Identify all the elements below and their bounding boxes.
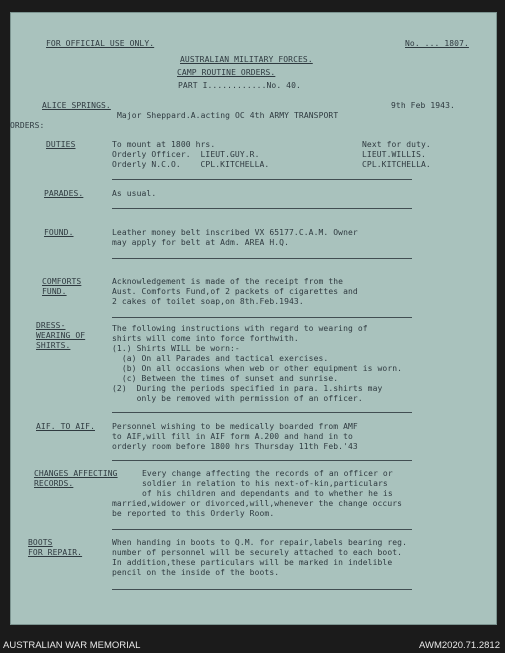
duty-line: Orderly N.C.O. CPL.KITCHELLA. <box>112 160 270 169</box>
document-page <box>10 12 497 625</box>
divider <box>112 589 412 590</box>
section-text: Personnel wishing to be medically boarded from AMF <box>112 422 358 431</box>
section-text: only be removed with permission of an officer. <box>112 394 363 403</box>
section-text: Leather money belt inscribed VX 65177.C.A.M. Owner <box>112 228 358 237</box>
section-text: be reported to this Orderly Room. <box>112 509 275 518</box>
duty-line: Orderly Officer. LIEUT.GUY.R. <box>112 150 260 159</box>
section-heading-duties: DUTIES <box>46 140 76 149</box>
divider <box>112 208 412 209</box>
section-heading-comforts: COMFORTS <box>42 277 82 286</box>
orders-label: ORDERS: <box>10 121 45 130</box>
section-text: number of personnel will be securely attached to each boot. <box>112 548 403 557</box>
section-text: As usual. <box>112 189 157 198</box>
section-heading-found: FOUND. <box>44 228 74 237</box>
section-text: 2 cakes of toilet soap,on 8th.Feb.1943. <box>112 297 304 306</box>
classification: FOR OFFICIAL USE ONLY. <box>46 39 155 48</box>
footer-accession: AWM2020.71.2812 <box>419 640 500 651</box>
section-heading-aif: AIF. TO AIF. <box>36 422 95 431</box>
org-name: AUSTRALIAN MILITARY FORCES. <box>180 55 313 64</box>
section-text: (a) On all Parades and tactical exercises. <box>112 354 329 363</box>
section-heading-comforts: FUND. <box>42 287 67 296</box>
divider <box>112 529 412 530</box>
next-duty-line: LIEUT.WILLIS. <box>362 150 426 159</box>
section-text: to AIF,will fill in AIF form A.200 and hand in to <box>112 432 353 441</box>
section-text: When handing in boots to Q.M. for repair,labels bearing reg. <box>112 538 407 547</box>
section-heading-records: CHANGES AFFECTING <box>34 469 118 478</box>
section-text: Every change affecting the records of an officer or <box>142 469 393 478</box>
divider <box>112 412 412 413</box>
section-text: soldier in relation to his next-of-kin,particulars <box>142 479 388 488</box>
section-text: married,widower or divorced,will,whenever the change occurs <box>112 499 403 508</box>
section-text: of his children and dependants and to whether he is <box>142 489 393 498</box>
section-text: The following instructions with regard to wearing of <box>112 324 368 333</box>
section-heading-boots: FOR REPAIR. <box>28 548 83 557</box>
section-heading-records: RECORDS. <box>34 479 74 488</box>
section-text: orderly room before 1800 hrs Thursday 11th Feb.'43 <box>112 442 358 451</box>
section-heading-dress: WEARING OF <box>36 331 86 340</box>
section-text: (1.) Shirts WILL be worn:- <box>112 344 240 353</box>
officer: Major Sheppard.A.acting OC 4th ARMY TRANSPORT <box>117 111 339 120</box>
divider <box>112 317 412 318</box>
section-text: shirts will come into force forthwith. <box>112 334 299 343</box>
part-number: PART I............No. 40. <box>178 81 301 90</box>
section-text: may apply for belt at Adm. AREA H.Q. <box>112 238 289 247</box>
section-text: In addition,these particulars will be marked in indelible <box>112 558 393 567</box>
section-heading-dress: DRESS- <box>36 321 66 330</box>
ref-number: No. ... 1807. <box>405 39 469 48</box>
divider <box>112 460 412 461</box>
place: ALICE SPRINGS. <box>42 101 111 110</box>
document-title: CAMP ROUTINE ORDERS. <box>177 68 276 77</box>
next-duty-line: Next for duty. <box>362 140 431 149</box>
section-text: Aust. Comforts Fund,of 2 packets of cigarettes and <box>112 287 358 296</box>
image-footer <box>0 636 505 653</box>
section-text: (b) On all occasions when web or other equipment is worn. <box>112 364 403 373</box>
section-text: Acknowledgement is made of the receipt from the <box>112 277 344 286</box>
section-heading-dress: SHIRTS. <box>36 341 71 350</box>
section-text: (c) Between the times of sunset and sunrise. <box>112 374 339 383</box>
section-text: (2) During the periods specified in para. 1.shirts may <box>112 384 383 393</box>
duty-line: To mount at 1800 hrs. <box>112 140 216 149</box>
section-heading-boots: BOOTS <box>28 538 53 547</box>
section-text: pencil on the inside of the boots. <box>112 568 280 577</box>
date: 9th Feb 1943. <box>391 101 455 110</box>
next-duty-line: CPL.KITCHELLA. <box>362 160 431 169</box>
divider <box>112 258 412 259</box>
section-heading-parades: PARADES. <box>44 189 84 198</box>
divider <box>112 179 412 180</box>
footer-source: AUSTRALIAN WAR MEMORIAL <box>3 640 141 651</box>
